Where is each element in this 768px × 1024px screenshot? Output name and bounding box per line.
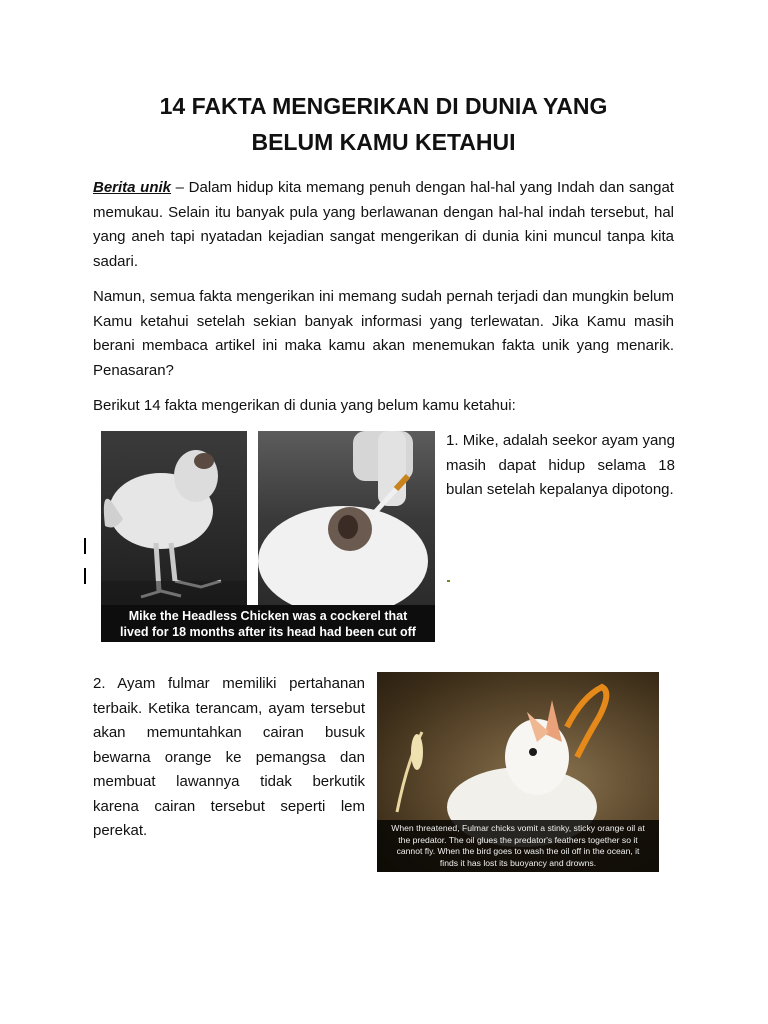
fact-2-text: 2. Ayam fulmar memiliki pertahanan terbaik. Ketika terancam, ayam tersebut akan memuntahkan cairan busuk bewarna orange ke pemangsa dan membuat lawannya tidak berkutik karena cairan tersebut seperti lem perekat. xyxy=(93,675,365,839)
intro-paragraph xyxy=(93,176,674,274)
headless-chicken-figure xyxy=(101,431,435,642)
stray-mark xyxy=(447,580,450,582)
caption-line: lived for 18 months after its head had been cut off xyxy=(120,624,416,639)
intro-text: – Dalam hidup kita memang penuh dengan hal-hal yang Indah dan sangat memukau. Selain itu banyak pula yang berlawanan dengan hal-hal indah tersebut, hal yang aneh tapi nyatadan kejadian sangat mengerikan di dunia kini muncul tanpa kita sadari. xyxy=(93,179,674,270)
caption-line: finds it has lost its buoyancy and drowns. xyxy=(439,857,597,868)
title-line-2: BELUM KAMU KETAHUI xyxy=(251,129,516,155)
caption-line: When threatened, Fulmar chicks vomit a stinky, sticky orange oil at xyxy=(391,823,645,833)
paragraph-2: Namun, semua fakta mengerikan ini memang sudah pernah terjadi dan mungkin belum Kamu ketahui setelah sekian banyak informasi yang terlewatan. Jika Kamu masih berani membaca artikel ini maka kamu akan menemukan fakta unik yang menarik. Penasaran? xyxy=(93,288,674,379)
caption-line: Mike the Headless Chicken was a cockerel that xyxy=(128,608,408,623)
fulmar-chick-figure xyxy=(377,672,659,872)
fact-1-text: 1. Mike, adalah seekor ayam yang masih dapat hidup selama 18 bulan setelah kepalanya dipotong. xyxy=(446,432,675,498)
page-title xyxy=(93,88,674,160)
caption-line: cannot fly. When the bird goes to wash the oil off in the ocean, it xyxy=(396,846,640,856)
lead-label: Berita unik xyxy=(93,179,172,196)
headless-chicken-photo-right xyxy=(258,431,435,605)
title-line-1: 14 FAKTA MENGERIKAN DI DUNIA YANG xyxy=(159,93,608,119)
paragraph-3: Berikut 14 fakta mengerikan di dunia yang belum kamu ketahui: xyxy=(93,397,516,414)
text-cursor-mark xyxy=(84,538,86,554)
headless-chicken-caption xyxy=(101,605,435,642)
caption-line: the predator. The oil glues the predator's feathers together so it xyxy=(398,834,638,845)
headless-chicken-photo-left xyxy=(101,431,247,605)
fulmar-caption xyxy=(377,820,659,872)
text-cursor-mark xyxy=(84,568,86,584)
